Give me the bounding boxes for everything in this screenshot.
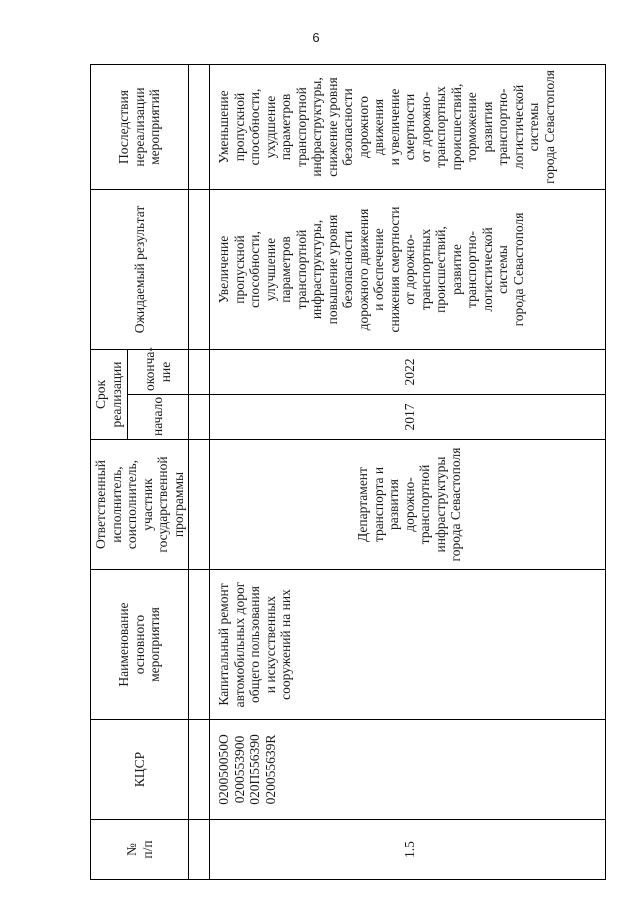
column-number-cell xyxy=(189,64,210,189)
column-number-cell xyxy=(189,395,210,440)
header-term: Срок реализации xyxy=(91,349,128,439)
header-activity-name: Наименование основного мероприятия xyxy=(91,570,189,720)
table-row xyxy=(210,64,606,879)
header-kcsr: КЦСР xyxy=(91,720,189,820)
header-expected-result: Ожидаемый результат xyxy=(91,189,189,349)
column-number-row xyxy=(189,64,210,879)
column-number-cell xyxy=(189,189,210,349)
row-start: 2017 xyxy=(210,395,606,440)
header-consequences: Последствия нереализации мероприятий xyxy=(91,64,189,189)
header-responsible: Ответственный исполнитель, соисполнитель, участник государственной программы xyxy=(91,440,189,570)
header-num: № п/п xyxy=(91,820,189,880)
row-responsible: Департамент транспорта и развития дорожно- транспортной инфраструктуры города Севастополя xyxy=(210,440,606,570)
row-num: 1.5 xyxy=(210,820,606,880)
activities-table xyxy=(90,64,606,880)
header-start: начало xyxy=(127,395,188,440)
column-number-cell xyxy=(189,440,210,570)
row-end: 2022 xyxy=(210,349,606,394)
row-consequences: Уменьшение пропускной способности, ухудшение параметров транспортной инфраструктуры, снижение уровня безопасности дорожного движения и увеличение смертности от дорожно- транспортных происшествий, торможение развития транспортно- логистической системы города Севастополя xyxy=(210,64,606,189)
row-kcsr: 020050050О 0200553900 020П556390 020055639R xyxy=(210,720,606,820)
page-number: 6 xyxy=(312,30,320,45)
row-expected-result: Увеличение пропускной способности, улучшение параметров транспортной инфраструктуры, повышение уровня безопасности дорожного движения и обеспечение снижения смертности от дорожно- транспортных происшествий, развитие транспортно- логистической системы города Севастополя xyxy=(210,189,606,349)
column-number-cell xyxy=(189,349,210,394)
row-activity-name: Капитальный ремонт автомобильных дорог общего пользования и искусственных сооружений на них xyxy=(210,570,606,720)
column-number-cell xyxy=(189,820,210,880)
rotated-table-wrapper xyxy=(90,65,606,880)
header-end: оконча- ние xyxy=(127,349,188,394)
column-number-cell xyxy=(189,720,210,820)
column-number-cell xyxy=(189,570,210,720)
